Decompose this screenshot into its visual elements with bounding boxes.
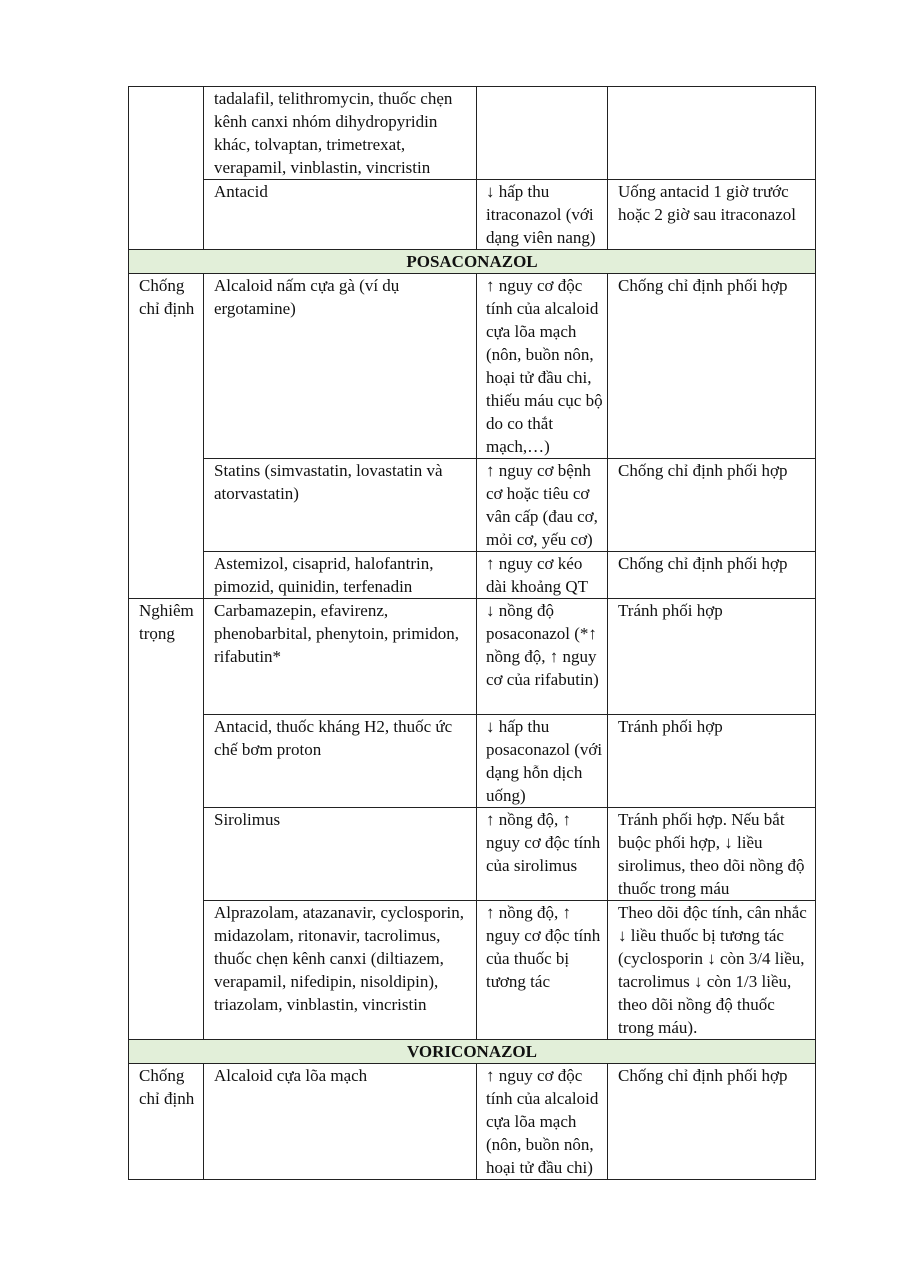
drug-cell: tadalafil, telithromycin, thuốc chẹn kênh canxi nhóm dihydropyridin khác, tolvaptan, trimetrexat, verapamil, vinblastin, vincristin [204, 87, 477, 180]
drug-cell: Alcaloid nấm cựa gà (ví dụ ergotamine) [204, 274, 477, 459]
effect-cell: ↑ nguy cơ độc tính của alcaloid cựa lõa mạch (nôn, buồn nôn, hoại tử đầu chi) [477, 1064, 608, 1180]
effect-cell: ↑ nguy cơ độc tính của alcaloid cựa lõa mạch (nôn, buồn nôn, hoại tử đầu chi, thiếu máu cục bộ do co thắt mạch,…) [477, 274, 608, 459]
section-header-row [129, 250, 816, 274]
severity-cell [129, 87, 204, 250]
table-row [129, 901, 816, 1040]
table-row [129, 808, 816, 901]
drug-cell: Sirolimus [204, 808, 477, 901]
effect-cell: ↓ hấp thu posaconazol (với dạng hỗn dịch uống) [477, 715, 608, 808]
section-title-voriconazol: VORICONAZOL [129, 1040, 816, 1064]
section-title-posaconazol: POSACONAZOL [129, 250, 816, 274]
table-row [129, 1064, 816, 1180]
effect-cell: ↓ hấp thu itraconazol (với dạng viên nang) [477, 180, 608, 250]
table-row [129, 715, 816, 808]
severity-cell: Nghiêm trọng [129, 599, 204, 1040]
severity-cell: Chống chỉ định [129, 1064, 204, 1180]
action-cell: Chống chỉ định phối hợp [608, 552, 816, 599]
action-cell: Chống chỉ định phối hợp [608, 1064, 816, 1180]
drug-interaction-table [128, 86, 816, 1180]
drug-cell: Statins (simvastatin, lovastatin và atorvastatin) [204, 459, 477, 552]
effect-cell: ↓ nồng độ posaconazol (*↑ nồng độ, ↑ nguy cơ của rifabutin) [477, 599, 608, 715]
effect-cell: ↑ nguy cơ kéo dài khoảng QT [477, 552, 608, 599]
drug-cell: Carbamazepin, efavirenz, phenobarbital, phenytoin, primidon, rifabutin* [204, 599, 477, 715]
action-cell: Chống chỉ định phối hợp [608, 459, 816, 552]
effect-cell: ↑ nồng độ, ↑ nguy cơ độc tính của sirolimus [477, 808, 608, 901]
table-row [129, 180, 816, 250]
table-row [129, 552, 816, 599]
action-cell: Tránh phối hợp. Nếu bắt buộc phối hợp, ↓ liều sirolimus, theo dõi nồng độ thuốc trong máu [608, 808, 816, 901]
table-row [129, 87, 816, 180]
action-cell: Chống chỉ định phối hợp [608, 274, 816, 459]
effect-cell: ↑ nguy cơ bệnh cơ hoặc tiêu cơ vân cấp (đau cơ, mỏi cơ, yếu cơ) [477, 459, 608, 552]
action-cell: Uống antacid 1 giờ trước hoặc 2 giờ sau itraconazol [608, 180, 816, 250]
effect-cell: ↑ nồng độ, ↑ nguy cơ độc tính của thuốc bị tương tác [477, 901, 608, 1040]
severity-cell: Chống chỉ định [129, 274, 204, 599]
table-row [129, 599, 816, 715]
action-cell: Theo dõi độc tính, cân nhắc ↓ liều thuốc bị tương tác (cyclosporin ↓ còn 3/4 liều, tacrolimus ↓ còn 1/3 liều, theo dõi nồng độ thuốc trong máu). [608, 901, 816, 1040]
action-cell [608, 87, 816, 180]
drug-cell: Alcaloid cựa lõa mạch [204, 1064, 477, 1180]
effect-cell [477, 87, 608, 180]
action-cell: Tránh phối hợp [608, 715, 816, 808]
interaction-table-page [128, 86, 815, 1180]
drug-cell: Antacid [204, 180, 477, 250]
table-row [129, 274, 816, 459]
drug-cell: Antacid, thuốc kháng H2, thuốc ức chế bơm proton [204, 715, 477, 808]
section-header-row [129, 1040, 816, 1064]
drug-cell: Alprazolam, atazanavir, cyclosporin, midazolam, ritonavir, tacrolimus, thuốc chẹn kênh canxi (diltiazem, verapamil, nifedipin, nisoldipin), triazolam, vinblastin, vincristin [204, 901, 477, 1040]
action-cell: Tránh phối hợp [608, 599, 816, 715]
drug-cell: Astemizol, cisaprid, halofantrin, pimozid, quinidin, terfenadin [204, 552, 477, 599]
table-row [129, 459, 816, 552]
